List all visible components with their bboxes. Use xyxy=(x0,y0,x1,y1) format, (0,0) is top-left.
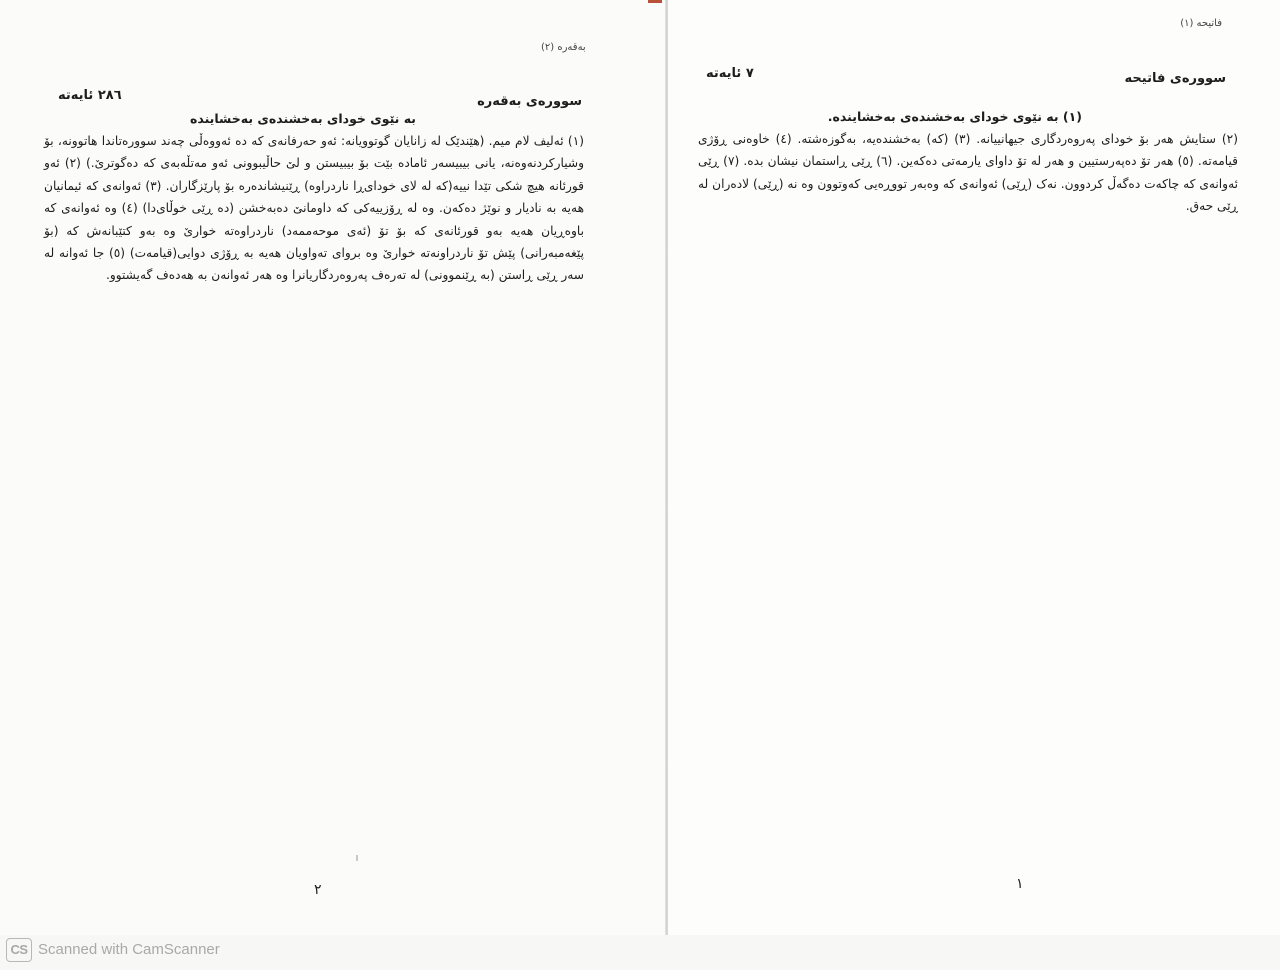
verse-count-left: ٢٨٦ ئایەتە xyxy=(58,88,122,103)
bookmark-tab xyxy=(648,0,662,3)
scan-speck xyxy=(356,855,358,861)
verse-count-right: ٧ ئایەتە xyxy=(706,66,754,81)
running-head-right: فاتیحە (١) xyxy=(1180,18,1222,29)
basmala-right: (١) بە نێوی خودای بەخشندەی بەخشایندە. xyxy=(827,109,1082,124)
surah-title-left: سوورەی بەقەرە xyxy=(477,94,582,109)
right-page xyxy=(668,0,1280,970)
camscanner-watermark: Scanned with CamScanner xyxy=(38,941,220,958)
running-head-left: بەقەرە (٢) xyxy=(541,42,586,53)
camscanner-logo-icon: CS xyxy=(6,938,32,962)
body-text-left: (١) ئەلیف لام میم. (هێندێک لە زانایان گوتوویانە: ئەو حەرفانەی کە دە ئەووەڵی چەند سوورەتاندا هاتوونە، بۆ وشیارکردنەوەنە، یانی بیبیسەر ئامادە بێت بۆ بیبیستن و لێ حاڵیبوونی ئەو مەتڵەبەی کە دەگوترێ.) (٢) ئەو قورئانە هیچ شکی تێدا نییە(کە لە لای خودای‌ڕا ناردراوە) ڕێنیشاندەرە بۆ پارێزگاران. (٣) ئەوانەی کە ئیمانیان هەیە بە نادیار و نوێژ دەکەن. وە لە ڕۆزییەکی کە داومانێ دەبەخشن (دە ڕێی خوڵای‌دا) (٤) وە ئەوانەی کە باوەڕیان هەیە بەو قورئانەی کە بۆ تۆ (ئەی موحەممەد) ناردراوەتە خوارێ وە بەو کتێبانەش کە (بۆ پێغەمبەرانی) پێش تۆ ناردراونەتە خوارێ وە بروای تەواویان هەیە بە ڕۆژی دوایی(قیامەت) (٥) جا ئەوانە لە سەر ڕێی ڕاستن (بە ڕێنموونی) لە تەرەف پەروەردگاریانرا وە هەر ئەوانەن بە هەدەف گەیشتوو. xyxy=(44,134,585,283)
page-number-left: ٢ xyxy=(314,882,322,898)
page-number-right: ١ xyxy=(1016,876,1024,892)
body-text-right: (٢) ستایش هەر بۆ خودای پەروەردگاری جیهانییانە. (٣) (کە) بەخشندەیە، بەگوزەشتە. (٤) خاوەنی ڕۆژی قیامەتە. (٥) هەر تۆ دەپەرستیین و هەر لە تۆ داوای یارمەتی دەکەین. (٦) ڕێی ڕاستمان نیشان بدە. (٧) ڕێی ئەوانەی کە چاکەت دەگەڵ کردوون. نەک (ڕێی) ئەوانەی کە وەبەر تووڕەیی کەوتوون وە نە (ڕێی) لادەران لە ڕێی حەق. xyxy=(698,132,1238,214)
basmala-left: بە نێوی خودای بەخشندەی بەخشایندە xyxy=(189,111,416,126)
surah-title-right: سوورەی فاتیحە xyxy=(1124,71,1226,86)
